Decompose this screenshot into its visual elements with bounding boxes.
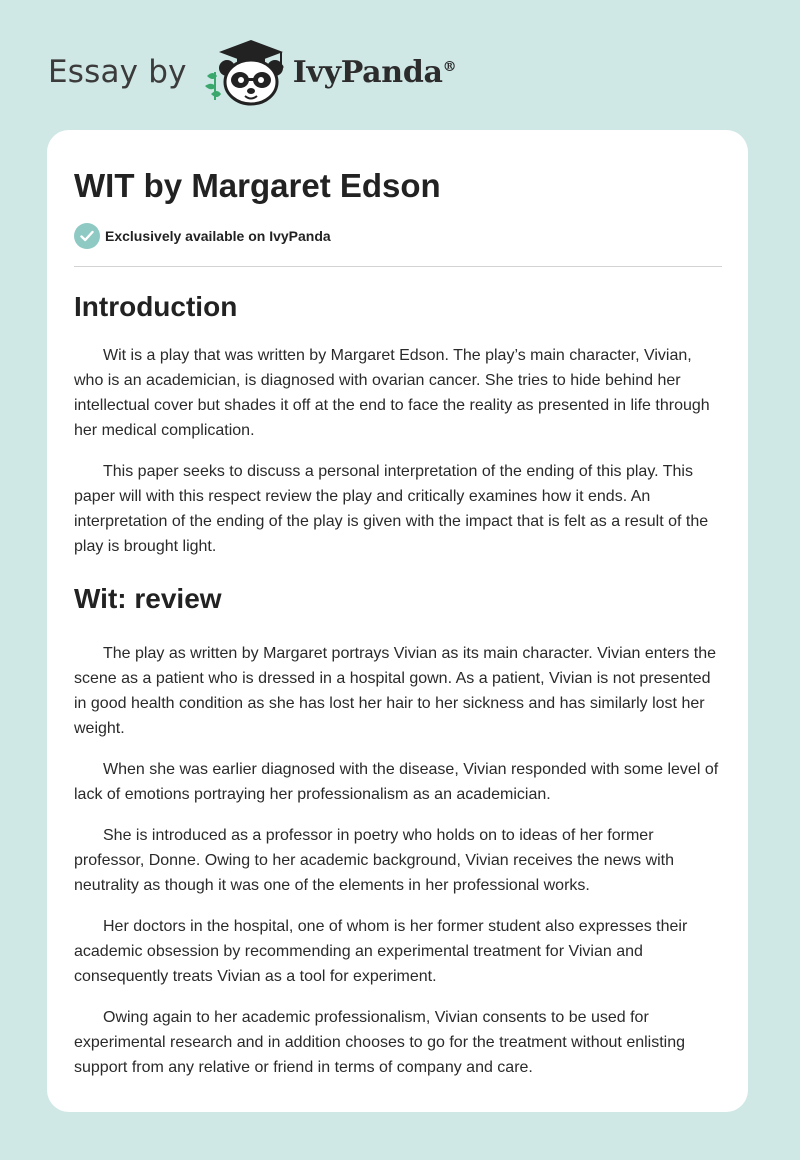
page-title: WIT by Margaret Edson (74, 167, 441, 204)
registered-mark: ® (442, 58, 457, 75)
essay-card (47, 130, 748, 1112)
paragraph: The play as written by Margaret portrays Vivian as its main character. Vivian enters the scene as a patient who is dressed in a hospital gown. As a patient, Vivian is not presented in good health condition as she has lost her hair to her sickness and has similarly lost her weight. (74, 645, 717, 737)
essay-by-label: Essay by (48, 54, 187, 90)
divider (74, 266, 722, 267)
site-header (48, 36, 608, 108)
exclusive-badge (74, 222, 722, 250)
paragraph: She is introduced as a professor in poetry who holds on to ideas of her former professor, Donne. Owing to her academic background, Vivian receives the news with neutrality as though it was one of the elements in her professional works. (74, 827, 675, 894)
check-circle-icon (74, 223, 100, 249)
section-heading: Introduction (74, 291, 238, 322)
brand-name[interactable]: IvyPanda® (292, 54, 457, 90)
paragraph: Owing again to her academic professionalism, Vivian consents to be used for experimental research and in addition chooses to go for the treatment without enlisting support from any relative or friend in terms of company and care. (74, 1009, 686, 1076)
badge-label: Exclusively available on IvyPanda (105, 228, 331, 244)
section-review (74, 581, 722, 1080)
section-heading: Wit: review (74, 583, 222, 614)
section-introduction (74, 289, 722, 559)
paragraph: Her doctors in the hospital, one of whom is her former student also expresses their academic obsession by recommending an experimental treatment for Vivian and consequently treats Vivian as a tool for experiment. (74, 918, 688, 985)
ivypanda-logo-icon[interactable] (201, 36, 291, 108)
paragraph: Wit is a play that was written by Margaret Edson. The play’s main character, Vivian, who is an academician, is diagnosed with ovarian cancer. She tries to hide behind her intellectual cover but shades it off at the end to face the reality as presented in life through her medical complication. (74, 347, 710, 439)
paragraph: When she was earlier diagnosed with the disease, Vivian responded with some level of lack of emotions portraying her professionalism as an academician. (74, 761, 719, 803)
paragraph: This paper seeks to discuss a personal interpretation of the ending of this play. This paper will with this respect review the play and critically examines how it ends. An interpretation of the ending of the play is given with the impact that is felt as a result of the play is brought light. (74, 463, 709, 555)
